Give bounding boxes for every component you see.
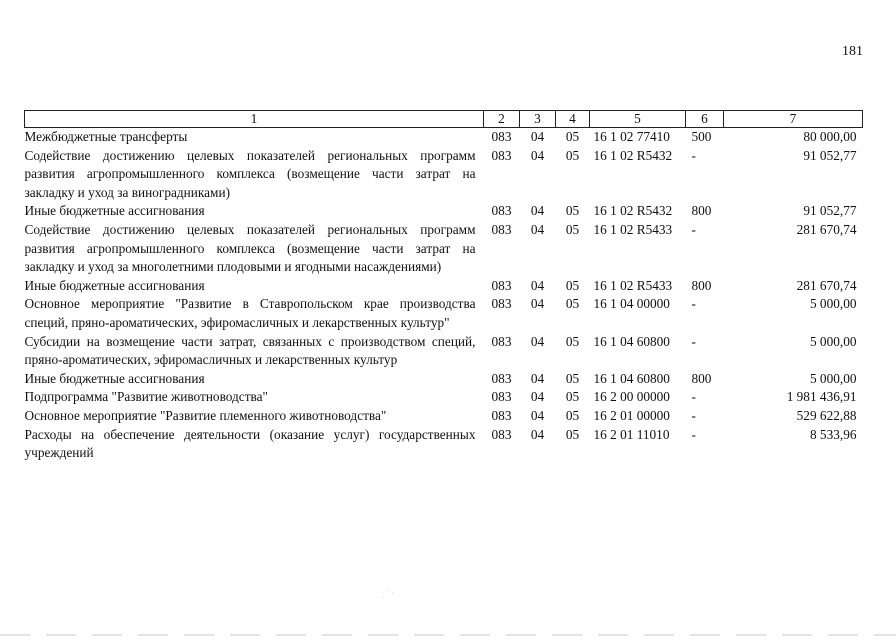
ministry-code: 083 (491, 426, 512, 442)
expense-type-code: - (691, 221, 696, 237)
table-row (25, 388, 863, 407)
budget-table (24, 110, 863, 463)
amount: 91 052,77 (803, 147, 857, 163)
subsection-code: 05 (565, 277, 580, 293)
section-code: 04 (530, 426, 545, 442)
expense-type-code: - (691, 333, 696, 349)
target-article-code: 16 1 04 60800 (593, 333, 670, 349)
table-row (25, 128, 863, 147)
amount: 281 670,74 (796, 277, 857, 293)
expense-name: Иные бюджетные ассигнования (24, 277, 205, 293)
subsection-code: 05 (565, 389, 580, 405)
subsection-code: 05 (565, 221, 580, 237)
expense-type-code: - (691, 147, 696, 163)
table-row (25, 333, 863, 370)
subsection-code: 05 (565, 296, 580, 312)
page-number: 181 (842, 44, 863, 59)
expense-type-code: 500 (691, 129, 712, 144)
expense-name: Основное мероприятие "Развитие в Ставропольском крае производства специй, пряно-ароматических, эфиромасличных и лекарственных культур" (24, 296, 476, 330)
section-code: 04 (530, 333, 545, 349)
amount: 5 000,00 (809, 296, 857, 312)
ministry-code: 083 (491, 203, 512, 219)
ministry-code: 083 (491, 333, 512, 349)
subsection-code: 05 (565, 203, 580, 219)
expense-type-code: 800 (691, 203, 712, 219)
subsection-code: 05 (565, 407, 580, 423)
header-row (25, 111, 863, 128)
section-code: 04 (530, 147, 545, 163)
expense-type-code: - (691, 407, 696, 423)
column-header: 2 (484, 111, 520, 128)
target-article-code: 16 1 02 R5433 (593, 221, 673, 237)
column-header: 3 (520, 111, 556, 128)
ministry-code: 083 (491, 296, 512, 312)
expense-name: Подпрограмма "Развитие животноводства" (24, 389, 268, 405)
ministry-code: 083 (491, 389, 512, 405)
expense-type-code: 800 (691, 277, 712, 293)
amount: 80 000,00 (803, 129, 857, 144)
target-article-code: 16 2 00 00000 (593, 389, 670, 405)
expense-name: Субсидии на возмещение части затрат, связанных с производством специй, пряно-ароматических, эфиромасличных и лекарственных культур (24, 333, 476, 368)
table-row (25, 277, 863, 296)
amount: 281 670,74 (796, 221, 857, 237)
target-article-code: 16 1 04 60800 (593, 370, 670, 386)
column-header: 5 (590, 111, 686, 128)
column-header: 4 (556, 111, 590, 128)
ministry-code: 083 (491, 129, 512, 144)
expense-name: Иные бюджетные ассигнования (24, 370, 205, 386)
expense-name: Содействие достижению целевых показателей региональных программ развития агропромышленного комплекса (возмещение части затрат на закладку и уход за виноградниками) (24, 147, 476, 200)
column-header: 1 (25, 111, 484, 128)
amount: 529 622,88 (796, 407, 857, 423)
ministry-code: 083 (491, 370, 512, 386)
page-bottom-edge (0, 634, 896, 636)
target-article-code: 16 1 02 77410 (593, 129, 670, 144)
ministry-code: 083 (491, 221, 512, 237)
section-code: 04 (530, 370, 545, 386)
table-row (25, 221, 863, 277)
amount: 5 000,00 (809, 370, 857, 386)
section-code: 04 (530, 389, 545, 405)
target-article-code: 16 1 02 R5433 (593, 277, 673, 293)
target-article-code: 16 1 02 R5432 (593, 203, 673, 219)
expense-type-code: - (691, 426, 696, 442)
column-header: 6 (686, 111, 724, 128)
section-code: 04 (530, 277, 545, 293)
target-article-code: 16 1 04 00000 (593, 296, 670, 312)
section-code: 04 (530, 203, 545, 219)
amount: 1 981 436,91 (786, 389, 857, 405)
amount: 8 533,96 (809, 426, 857, 442)
table-row (25, 147, 863, 203)
table-row (25, 426, 863, 463)
expense-name: Межбюджетные трансферты (24, 129, 188, 144)
target-article-code: 16 1 02 R5432 (593, 147, 673, 163)
subsection-code: 05 (565, 370, 580, 386)
expense-name: Содействие достижению целевых показателей региональных программ развития агропромышленного комплекса (возмещение части затрат на закладку и уход за многолетними плодовыми и ягодными насаждениями) (24, 221, 476, 275)
target-article-code: 16 2 01 11010 (593, 426, 670, 442)
scan-artifact: ·˙ ˙· (378, 587, 396, 603)
subsection-code: 05 (565, 129, 580, 144)
ministry-code: 083 (491, 407, 512, 423)
ministry-code: 083 (491, 147, 512, 163)
expense-name: Расходы на обеспечение деятельности (оказание услуг) государственных учреждений (24, 426, 476, 461)
table-row (25, 202, 863, 221)
subsection-code: 05 (565, 426, 580, 442)
subsection-code: 05 (565, 147, 580, 163)
table-row (25, 295, 863, 332)
expense-type-code: 800 (691, 370, 712, 386)
table-row (25, 407, 863, 426)
subsection-code: 05 (565, 333, 580, 349)
column-header: 7 (724, 111, 863, 128)
section-code: 04 (530, 129, 545, 144)
target-article-code: 16 2 01 00000 (593, 407, 670, 423)
section-code: 04 (530, 407, 545, 423)
expense-name: Иные бюджетные ассигнования (24, 203, 205, 219)
amount: 91 052,77 (803, 203, 857, 219)
section-code: 04 (530, 296, 545, 312)
expense-type-code: - (691, 296, 696, 312)
ministry-code: 083 (491, 277, 512, 293)
expense-name: Основное мероприятие "Развитие племенного животноводства" (24, 407, 387, 423)
amount: 5 000,00 (809, 333, 857, 349)
section-code: 04 (530, 221, 545, 237)
table-row (25, 370, 863, 389)
expense-type-code: - (691, 389, 696, 405)
